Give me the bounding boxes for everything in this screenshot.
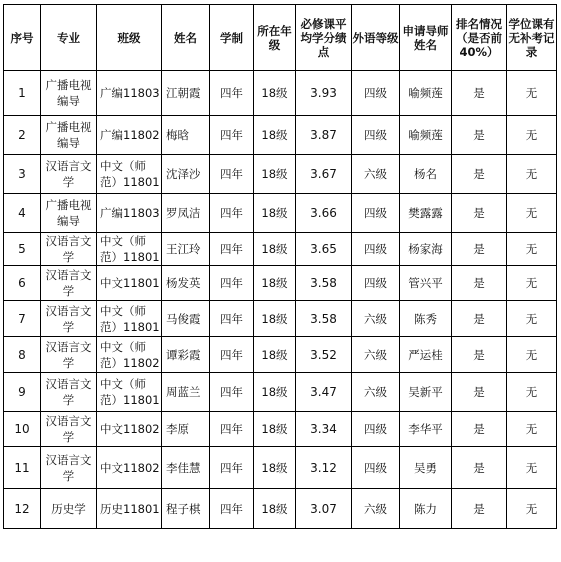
gpa-cell: 3.93 [296,71,352,116]
rank-cell: 是 [452,412,507,447]
language-level-cell: 四级 [352,71,400,116]
tutor-cell: 李华平 [400,412,452,447]
tutor-cell: 杨家海 [400,233,452,266]
name-cell: 沈泽沙 [162,155,210,194]
header-cell: 班级 [97,5,162,71]
tutor-cell: 樊露露 [400,194,452,233]
major-cell: 广播电视编导 [41,194,97,233]
table-row [4,447,557,489]
header-cell: 姓名 [162,5,210,71]
gpa-cell: 3.65 [296,233,352,266]
gpa-cell: 3.07 [296,489,352,529]
grade-cell: 18级 [254,194,296,233]
row-number-cell: 2 [4,116,41,155]
row-number-cell: 10 [4,412,41,447]
name-cell: 王江玲 [162,233,210,266]
name-cell: 李原 [162,412,210,447]
row-number-cell: 1 [4,71,41,116]
name-cell: 程子棋 [162,489,210,529]
makeup-record-cell: 无 [507,489,557,529]
rank-cell: 是 [452,373,507,412]
gpa-cell: 3.58 [296,266,352,301]
gpa-cell: 3.58 [296,301,352,337]
tutor-cell: 喻频莲 [400,116,452,155]
grade-cell: 18级 [254,412,296,447]
rank-cell: 是 [452,116,507,155]
row-number-cell: 4 [4,194,41,233]
row-number-cell: 7 [4,301,41,337]
major-cell: 汉语言文学 [41,301,97,337]
name-cell: 江朝霞 [162,71,210,116]
table-row [4,233,557,266]
header-cell: 学位课有无补考记录 [507,5,557,71]
name-cell: 马俊霞 [162,301,210,337]
table-row [4,337,557,373]
makeup-record-cell: 无 [507,337,557,373]
class-cell: 中文（师范）11801 [97,301,162,337]
major-cell: 汉语言文学 [41,337,97,373]
header-cell: 学制 [210,5,254,71]
study-years-cell: 四年 [210,489,254,529]
row-number-cell: 9 [4,373,41,412]
makeup-record-cell: 无 [507,447,557,489]
major-cell: 汉语言文学 [41,233,97,266]
study-years-cell: 四年 [210,266,254,301]
language-level-cell: 六级 [352,373,400,412]
grade-cell: 18级 [254,116,296,155]
language-level-cell: 四级 [352,447,400,489]
tutor-cell: 吴勇 [400,447,452,489]
language-level-cell: 四级 [352,266,400,301]
row-number-cell: 5 [4,233,41,266]
major-cell: 广播电视编导 [41,116,97,155]
tutor-cell: 喻频莲 [400,71,452,116]
makeup-record-cell: 无 [507,71,557,116]
makeup-record-cell: 无 [507,116,557,155]
table-row [4,71,557,116]
grade-cell: 18级 [254,71,296,116]
rank-cell: 是 [452,489,507,529]
class-cell: 中文11802 [97,412,162,447]
grade-cell: 18级 [254,301,296,337]
language-level-cell: 四级 [352,412,400,447]
header-row [4,5,557,71]
rank-cell: 是 [452,266,507,301]
row-number-cell: 12 [4,489,41,529]
header-cell: 必修课平均学分绩点 [296,5,352,71]
gpa-cell: 3.47 [296,373,352,412]
language-level-cell: 四级 [352,233,400,266]
gpa-cell: 3.34 [296,412,352,447]
name-cell: 梅晗 [162,116,210,155]
study-years-cell: 四年 [210,373,254,412]
grade-cell: 18级 [254,155,296,194]
study-years-cell: 四年 [210,155,254,194]
language-level-cell: 六级 [352,301,400,337]
class-cell: 中文（师范）11801 [97,373,162,412]
study-years-cell: 四年 [210,412,254,447]
header-cell: 外语等级 [352,5,400,71]
makeup-record-cell: 无 [507,301,557,337]
major-cell: 广播电视编导 [41,71,97,116]
tutor-cell: 杨名 [400,155,452,194]
study-years-cell: 四年 [210,194,254,233]
row-number-cell: 6 [4,266,41,301]
name-cell: 周蓝兰 [162,373,210,412]
grade-cell: 18级 [254,489,296,529]
header-cell: 专业 [41,5,97,71]
grade-cell: 18级 [254,337,296,373]
header-cell: 所在年级 [254,5,296,71]
gpa-cell: 3.66 [296,194,352,233]
grade-cell: 18级 [254,266,296,301]
rank-cell: 是 [452,301,507,337]
rank-cell: 是 [452,233,507,266]
makeup-record-cell: 无 [507,373,557,412]
gpa-cell: 3.67 [296,155,352,194]
language-level-cell: 六级 [352,155,400,194]
class-cell: 广编11803 [97,71,162,116]
rank-cell: 是 [452,194,507,233]
table-row [4,412,557,447]
major-cell: 汉语言文学 [41,266,97,301]
class-cell: 中文（师范）11801 [97,233,162,266]
row-number-cell: 8 [4,337,41,373]
class-cell: 广编11803 [97,194,162,233]
table-row [4,373,557,412]
gpa-cell: 3.52 [296,337,352,373]
table-row [4,489,557,529]
study-years-cell: 四年 [210,116,254,155]
makeup-record-cell: 无 [507,155,557,194]
class-cell: 中文（师范）11801 [97,155,162,194]
candidate-table [3,4,557,529]
gpa-cell: 3.87 [296,116,352,155]
grade-cell: 18级 [254,373,296,412]
table-row [4,266,557,301]
rank-cell: 是 [452,337,507,373]
tutor-cell: 陈力 [400,489,452,529]
class-cell: 广编11802 [97,116,162,155]
name-cell: 杨发英 [162,266,210,301]
class-cell: 中文11801 [97,266,162,301]
table-row [4,301,557,337]
tutor-cell: 陈秀 [400,301,452,337]
grade-cell: 18级 [254,233,296,266]
language-level-cell: 四级 [352,194,400,233]
rank-cell: 是 [452,71,507,116]
table-row [4,194,557,233]
rank-cell: 是 [452,447,507,489]
major-cell: 汉语言文学 [41,155,97,194]
makeup-record-cell: 无 [507,412,557,447]
tutor-cell: 吴新平 [400,373,452,412]
rank-cell: 是 [452,155,507,194]
header-cell: 序号 [4,5,41,71]
class-cell: 历史11801 [97,489,162,529]
gpa-cell: 3.12 [296,447,352,489]
class-cell: 中文11802 [97,447,162,489]
study-years-cell: 四年 [210,71,254,116]
tutor-cell: 管兴平 [400,266,452,301]
major-cell: 历史学 [41,489,97,529]
major-cell: 汉语言文学 [41,447,97,489]
study-years-cell: 四年 [210,233,254,266]
header-cell: 排名情况（是否前40%） [452,5,507,71]
name-cell: 李佳慧 [162,447,210,489]
language-level-cell: 六级 [352,337,400,373]
row-number-cell: 3 [4,155,41,194]
major-cell: 汉语言文学 [41,412,97,447]
grade-cell: 18级 [254,447,296,489]
table-row [4,116,557,155]
makeup-record-cell: 无 [507,194,557,233]
study-years-cell: 四年 [210,301,254,337]
name-cell: 罗凤洁 [162,194,210,233]
study-years-cell: 四年 [210,337,254,373]
header-cell: 申请导师姓名 [400,5,452,71]
major-cell: 汉语言文学 [41,373,97,412]
tutor-cell: 严运桂 [400,337,452,373]
language-level-cell: 六级 [352,489,400,529]
makeup-record-cell: 无 [507,266,557,301]
class-cell: 中文（师范）11802 [97,337,162,373]
table-row [4,155,557,194]
study-years-cell: 四年 [210,447,254,489]
language-level-cell: 四级 [352,116,400,155]
row-number-cell: 11 [4,447,41,489]
makeup-record-cell: 无 [507,233,557,266]
name-cell: 谭彩霞 [162,337,210,373]
